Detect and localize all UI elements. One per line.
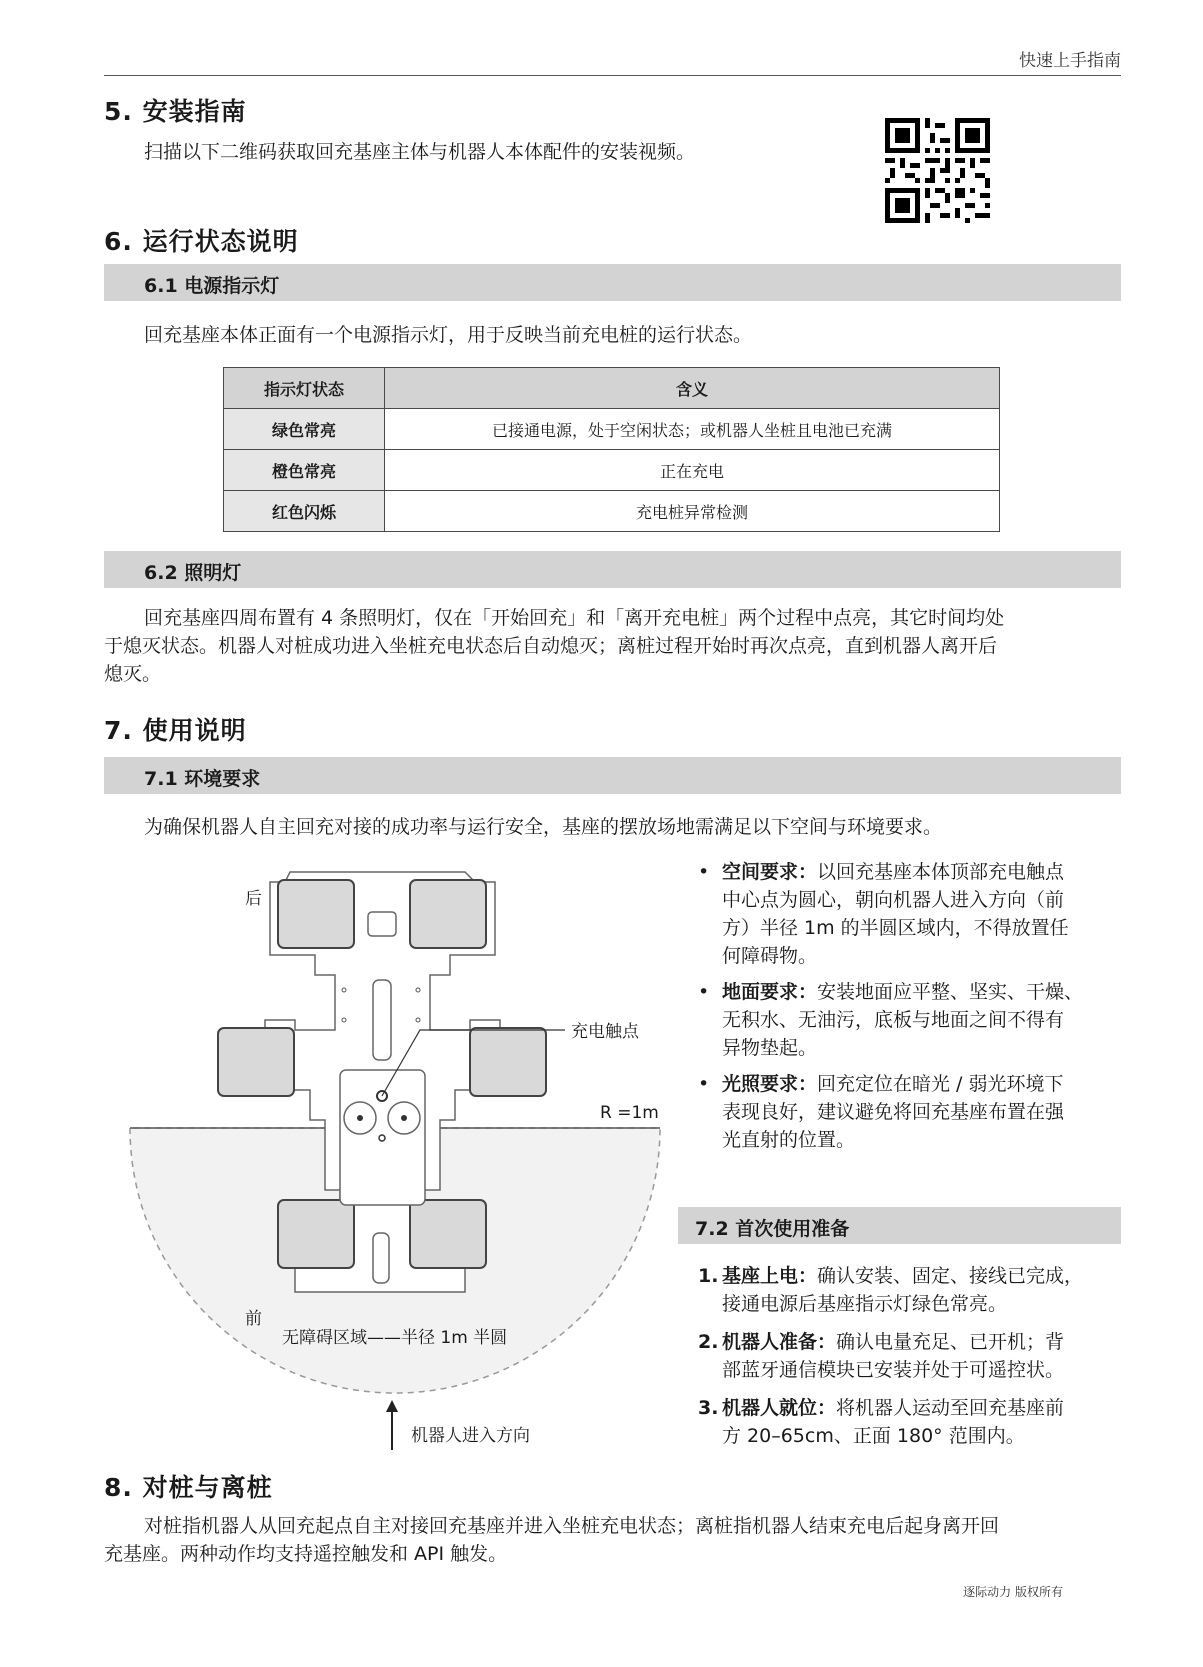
subsection-6-2-title: 6.2 照明灯 xyxy=(144,562,242,584)
section-5-text: 扫描以下二维码获取回充基座主体与机器人本体配件的安装视频。 xyxy=(144,141,696,163)
indicator-status-table xyxy=(223,367,1000,532)
pad xyxy=(278,1200,354,1268)
section-8-text xyxy=(104,1512,1124,1568)
list-item-title: 光照要求： xyxy=(722,1073,818,1095)
table-row xyxy=(224,450,1000,491)
diagram-label-back: 后 xyxy=(245,889,262,909)
list-item-title: 地面要求： xyxy=(722,981,818,1003)
table-cell: 绿色常亮 xyxy=(224,409,385,450)
list-item xyxy=(698,858,1128,970)
bullet-dot-icon: • xyxy=(698,1073,710,1095)
table-cell: 正在充电 xyxy=(385,450,1000,491)
steps-list xyxy=(698,1262,1128,1450)
pad xyxy=(410,880,486,948)
subsection-7-2-bar xyxy=(678,1207,1121,1244)
list-item-line: 方 20–65cm、正面 180° 范围内。 xyxy=(722,1425,1025,1447)
list-item-line: 确认安装、固定、接线已完成， xyxy=(817,1265,1084,1287)
table-row xyxy=(224,409,1000,450)
step-number: 2. xyxy=(698,1331,719,1353)
diagram-label-front: 前 xyxy=(245,1309,262,1329)
installation-clearance-diagram xyxy=(120,860,680,1480)
table-cell: 已接通电源，处于空闲状态；或机器人坐桩且电池已充满 xyxy=(385,409,1000,450)
list-item-title: 基座上电： xyxy=(722,1265,818,1287)
subsection-7-1-bar xyxy=(104,757,1121,794)
bullet-dot-icon: • xyxy=(698,861,710,883)
list-item-line: 接通电源后基座指示灯绿色常亮。 xyxy=(722,1293,1008,1315)
subsection-6-1-text: 回充基座本体正面有一个电源指示灯，用于反映当前充电桩的运行状态。 xyxy=(144,324,753,346)
footer-copyright: 逐际动力 版权所有 xyxy=(963,1585,1063,1599)
step-number: 1. xyxy=(698,1265,719,1287)
subsection-6-2-text xyxy=(104,604,1124,688)
list-item-title: 机器人准备： xyxy=(722,1331,837,1353)
pad xyxy=(470,1028,546,1096)
list-item-line: 无积水、无油污，底板与地面之间不得有 xyxy=(722,1009,1065,1031)
subsection-6-2-bar xyxy=(104,551,1121,588)
paragraph-line: 对桩指机器人从回充起点自主对接回充基座并进入坐桩充电状态；离桩指机器人结束充电后起身离开回 xyxy=(144,1515,1000,1537)
table-header-cell: 指示灯状态 xyxy=(224,368,385,409)
subsection-7-1-text: 为确保机器人自主回充对接的成功率与运行安全，基座的摆放场地需满足以下空间与环境要求。 xyxy=(144,816,943,838)
section-8-heading: 8. 对桩与离桩 xyxy=(104,1473,273,1502)
list-item-line: 光直射的位置。 xyxy=(722,1129,856,1151)
list-item-line: 方）半径 1m 的半圆区域内，不得放置任 xyxy=(722,917,1069,939)
subsection-6-1-bar xyxy=(104,264,1121,301)
pad xyxy=(410,1200,486,1268)
list-item-title: 机器人就位： xyxy=(722,1397,837,1419)
screw-icon xyxy=(357,1115,363,1121)
list-item xyxy=(698,1262,1128,1318)
paragraph-line: 回充基座四周布置有 4 条照明灯，仅在「开始回充」和「离开充电桩」两个过程中点亮，其它时间均处 xyxy=(144,607,1005,629)
qr-code-icon xyxy=(885,118,990,223)
list-item-line: 异物垫起。 xyxy=(722,1037,818,1059)
list-item-line: 确认电量充足、已开机；背 xyxy=(836,1331,1065,1353)
page-header-title: 快速上手指南 xyxy=(1019,51,1121,71)
paragraph-line: 熄灭。 xyxy=(104,663,162,685)
table-cell: 红色闪烁 xyxy=(224,491,385,532)
list-item-line: 何障碍物。 xyxy=(722,945,818,967)
top-block xyxy=(368,912,396,936)
pad xyxy=(218,1028,294,1096)
subsection-6-1-title: 6.1 电源指示灯 xyxy=(144,275,280,297)
step-number: 3. xyxy=(698,1397,719,1419)
paragraph-line: 充基座。两种动作均支持遥控触发和 API 触发。 xyxy=(104,1543,508,1565)
list-item-line: 回充定位在暗光 / 弱光环境下 xyxy=(817,1073,1064,1095)
list-item xyxy=(698,978,1128,1062)
screw-icon xyxy=(401,1115,407,1121)
list-item xyxy=(698,1394,1128,1450)
section-5-heading: 5. 安装指南 xyxy=(104,97,247,126)
front-slot xyxy=(373,1233,389,1283)
section-7-heading: 7. 使用说明 xyxy=(104,716,247,745)
table-header-row xyxy=(224,368,1000,409)
table-cell: 橙色常亮 xyxy=(224,450,385,491)
arrow-head-icon xyxy=(386,1400,398,1412)
center-slot xyxy=(373,980,391,1060)
header-divider xyxy=(104,75,1121,76)
pad xyxy=(278,880,354,948)
list-item-line: 将机器人运动至回充基座前 xyxy=(836,1397,1065,1419)
list-item-line: 安装地面应平整、坚实、干燥、 xyxy=(817,981,1084,1003)
requirements-list xyxy=(698,858,1128,1154)
list-item-title: 空间要求： xyxy=(722,861,818,883)
diagram-label-radius: R =1m xyxy=(600,1103,659,1123)
diagram-label-zone: 无障碍区域——半径 1m 半圆 xyxy=(282,1328,508,1348)
table-row xyxy=(224,491,1000,532)
diagram-label-direction: 机器人进入方向 xyxy=(411,1426,530,1446)
list-item xyxy=(698,1328,1128,1384)
table-cell: 充电桩异常检测 xyxy=(385,491,1000,532)
subsection-7-2-title: 7.2 首次使用准备 xyxy=(695,1218,850,1240)
table-header-cell: 含义 xyxy=(385,368,1000,409)
screw-icon xyxy=(379,1135,385,1141)
subsection-7-1-title: 7.1 环境要求 xyxy=(144,768,261,790)
list-item-line: 以回充基座本体顶部充电触点 xyxy=(817,861,1065,883)
list-item-line: 部蓝牙通信模块已安装并处于可遥控状。 xyxy=(722,1359,1065,1381)
section-6-heading: 6. 运行状态说明 xyxy=(104,227,299,256)
list-item-line: 表现良好，建议避免将回充基座布置在强 xyxy=(722,1101,1065,1123)
diagram-label-contact: 充电触点 xyxy=(571,1022,639,1042)
bullet-dot-icon: • xyxy=(698,981,710,1003)
paragraph-line: 于熄灭状态。机器人对桩成功进入坐桩充电状态后自动熄灭；离桩过程开始时再次点亮，直到机器人离开后 xyxy=(104,635,998,657)
list-item-line: 中心点为圆心，朝向机器人进入方向（前 xyxy=(722,889,1065,911)
list-item xyxy=(698,1070,1128,1154)
